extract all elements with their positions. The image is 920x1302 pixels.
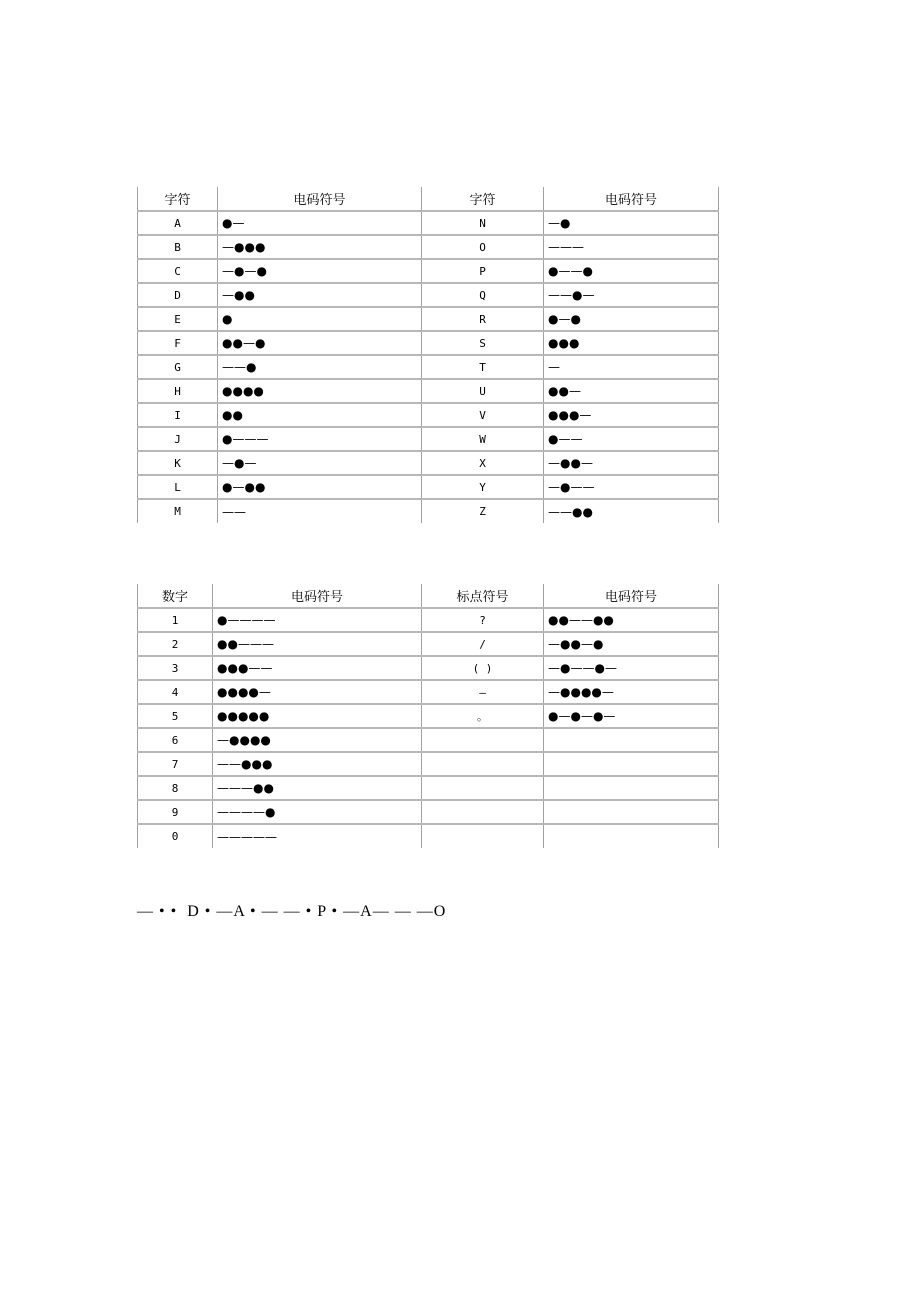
morse-code-cell: [544, 776, 719, 800]
character-cell: K: [138, 451, 218, 475]
morse-code-cell: ●————: [213, 608, 422, 632]
character-cell: G: [138, 355, 218, 379]
column-header: 电码符号: [213, 584, 422, 608]
morse-code-cell: —●——: [544, 475, 719, 499]
morse-code-cell: ●●●●—: [213, 680, 422, 704]
character-cell: T: [422, 355, 544, 379]
morse-code-cell: —●: [544, 211, 719, 235]
character-cell: [422, 800, 544, 824]
morse-code-cell: [544, 752, 719, 776]
character-cell: B: [138, 235, 218, 259]
morse-code-cell: ●●—: [544, 379, 719, 403]
morse-code-cell: ●●●—: [544, 403, 719, 427]
letter-row: [138, 331, 719, 355]
morse-code-cell: —●—: [218, 451, 422, 475]
morse-code-cell: ●——: [544, 427, 719, 451]
digit-row: [138, 752, 719, 776]
character-cell: P: [422, 259, 544, 283]
morse-code-cell: —●●●●—: [544, 680, 719, 704]
morse-code-cell: ●—●—●—: [544, 704, 719, 728]
digits-punctuation-morse-table: [137, 584, 719, 848]
character-cell: —: [422, 680, 544, 704]
morse-code-cell: ●●●: [544, 331, 719, 355]
morse-code-cell: [544, 800, 719, 824]
character-cell: Y: [422, 475, 544, 499]
digit-row: [138, 728, 719, 752]
morse-code-cell: ●: [218, 307, 422, 331]
character-cell: A: [138, 211, 218, 235]
morse-code-cell: —●●—●: [544, 632, 719, 656]
letter-row: [138, 451, 719, 475]
character-cell: 。: [422, 704, 544, 728]
morse-code-cell: —●●: [218, 283, 422, 307]
morse-code-cell: ●●: [218, 403, 422, 427]
morse-code-cell: ●●●——: [213, 656, 422, 680]
character-cell: [422, 728, 544, 752]
morse-code-cell: ●—: [218, 211, 422, 235]
morse-code-cell: [544, 728, 719, 752]
digit-row: [138, 824, 719, 848]
character-cell: ( ): [422, 656, 544, 680]
character-cell: 4: [138, 680, 213, 704]
letter-row: [138, 427, 719, 451]
morse-code-cell: ●●●●: [218, 379, 422, 403]
morse-code-cell: ●●●●●: [213, 704, 422, 728]
morse-code-cell: —●●—: [544, 451, 719, 475]
character-cell: O: [422, 235, 544, 259]
morse-code-cell: —●●●●: [213, 728, 422, 752]
character-cell: H: [138, 379, 218, 403]
character-cell: S: [422, 331, 544, 355]
morse-code-cell: ——: [218, 499, 422, 523]
column-header: 字符: [422, 187, 544, 211]
character-cell: W: [422, 427, 544, 451]
character-cell: 3: [138, 656, 213, 680]
morse-code-cell: ●——●: [544, 259, 719, 283]
column-header: 电码符号: [544, 584, 719, 608]
character-cell: J: [138, 427, 218, 451]
morse-code-cell: ——●—: [544, 283, 719, 307]
letter-row: [138, 379, 719, 403]
morse-code-cell: —————: [213, 824, 422, 848]
column-header: 电码符号: [218, 187, 422, 211]
character-cell: R: [422, 307, 544, 331]
character-cell: 9: [138, 800, 213, 824]
morse-code-cell: —: [544, 355, 719, 379]
morse-code-cell: ——●●: [544, 499, 719, 523]
column-header: 标点符号: [422, 584, 544, 608]
character-cell: V: [422, 403, 544, 427]
character-cell: 1: [138, 608, 213, 632]
character-cell: C: [138, 259, 218, 283]
character-cell: [422, 776, 544, 800]
character-cell: 8: [138, 776, 213, 800]
morse-code-cell: ———●●: [213, 776, 422, 800]
character-cell: 7: [138, 752, 213, 776]
morse-code-cell: ●—●: [544, 307, 719, 331]
table-header-row: [138, 584, 719, 608]
letter-row: [138, 259, 719, 283]
letter-row: [138, 355, 719, 379]
digit-row: [138, 656, 719, 680]
character-cell: N: [422, 211, 544, 235]
morse-code-cell: ————●: [213, 800, 422, 824]
morse-code-cell: ●●——●●: [544, 608, 719, 632]
character-cell: Q: [422, 283, 544, 307]
morse-code-cell: —●●●: [218, 235, 422, 259]
letter-row: [138, 403, 719, 427]
character-cell: D: [138, 283, 218, 307]
character-cell: Z: [422, 499, 544, 523]
morse-code-cell: [544, 824, 719, 848]
morse-code-cell: —●——●—: [544, 656, 719, 680]
digit-row: [138, 632, 719, 656]
character-cell: 2: [138, 632, 213, 656]
character-cell: 0: [138, 824, 213, 848]
character-cell: F: [138, 331, 218, 355]
letter-row: [138, 499, 719, 523]
column-header: 数字: [138, 584, 213, 608]
column-header: 字符: [138, 187, 218, 211]
character-cell: X: [422, 451, 544, 475]
morse-code-cell: ——●●●: [213, 752, 422, 776]
morse-code-cell: ●●—●: [218, 331, 422, 355]
digit-row: [138, 704, 719, 728]
character-cell: 5: [138, 704, 213, 728]
letter-row: [138, 475, 719, 499]
character-cell: ?: [422, 608, 544, 632]
letter-row: [138, 211, 719, 235]
character-cell: I: [138, 403, 218, 427]
letter-row: [138, 235, 719, 259]
letter-row: [138, 307, 719, 331]
digit-row: [138, 680, 719, 704]
morse-decode-line: — • • D • —A • — — • P • —A— — —O: [137, 903, 447, 920]
morse-code-cell: ———: [544, 235, 719, 259]
character-cell: [422, 824, 544, 848]
morse-code-cell: ——●: [218, 355, 422, 379]
column-header: 电码符号: [544, 187, 719, 211]
morse-code-cell: ●●———: [213, 632, 422, 656]
table-header-row: [138, 187, 719, 211]
morse-code-cell: ●—●●: [218, 475, 422, 499]
character-cell: L: [138, 475, 218, 499]
digit-row: [138, 776, 719, 800]
letters-morse-table: [137, 187, 719, 523]
character-cell: M: [138, 499, 218, 523]
digit-row: [138, 800, 719, 824]
character-cell: U: [422, 379, 544, 403]
character-cell: E: [138, 307, 218, 331]
character-cell: /: [422, 632, 544, 656]
morse-code-cell: —●—●: [218, 259, 422, 283]
character-cell: 6: [138, 728, 213, 752]
character-cell: [422, 752, 544, 776]
digit-row: [138, 608, 719, 632]
letter-row: [138, 283, 719, 307]
morse-code-cell: ●———: [218, 427, 422, 451]
